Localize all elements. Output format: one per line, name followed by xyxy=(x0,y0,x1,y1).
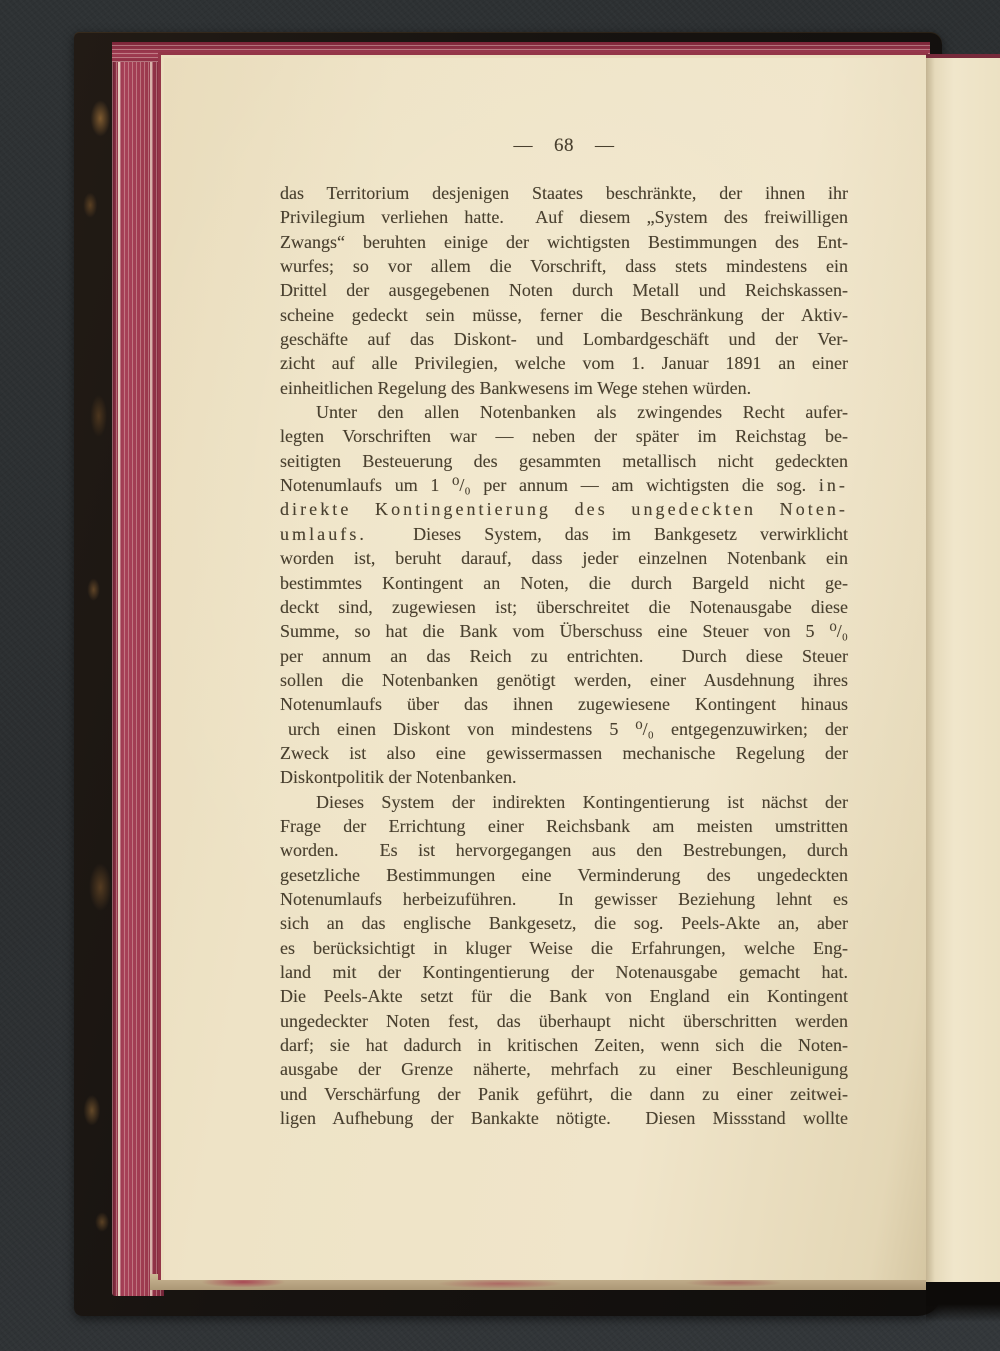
text-line: Zweck ist also eine gewissermassen mechanische Regelung der xyxy=(280,742,848,763)
text-line: scheine gedeckt sein müsse, ferner die Beschränkung der Aktiv- xyxy=(280,304,848,325)
book-shadow xyxy=(926,1282,1000,1322)
facing-page-edge xyxy=(926,54,1000,1288)
page-number: — 68 — xyxy=(513,135,615,156)
text-line: das Territorium desjenigen Staates beschränkte, der ihnen ihr xyxy=(280,183,848,203)
text-line: Dieses System der indirekten Kontingentierung ist nächst der xyxy=(316,791,848,812)
text-line: deckt sind, zugewiesen ist; überschreitet die Notenausgabe diese xyxy=(280,596,848,617)
text-line: per annum an das Reich zu entrichten. Durch diese Steuer xyxy=(280,645,848,666)
text-line: seitigten Besteuerung des gesammten metallisch nicht gedeckten xyxy=(280,450,848,471)
text-line: umlaufs. Dieses System, das im Bankgesetz verwirklicht xyxy=(280,523,848,544)
text-line: legten Vorschriften war — neben der später im Reichstag be- xyxy=(280,426,848,447)
text-line: worden ist, beruht darauf, dass jeder einzelnen Notenbank ein xyxy=(280,548,848,569)
text-line: direkte Kontingentierung des ungedeckten Noten- xyxy=(280,499,848,520)
text-line: bestimmtes Kontingent an Noten, die durch Bargeld nicht ge- xyxy=(280,572,848,593)
text-line: Privilegium verliehen hatte. Auf diesem „System des freiwilligen xyxy=(280,207,848,228)
text-line: Zwangs“ beruhten einige der wichtigsten Bestimmungen des Ent- xyxy=(280,231,848,252)
text-line: urch einen Diskont von mindestens 5 ⁰/₀ entgegenzuwirken; der xyxy=(288,718,848,739)
text-line: Summe, so hat die Bank vom Überschuss eine Steuer von 5 ⁰/₀ xyxy=(280,621,848,642)
text-line: Drittel der ausgegebenen Noten durch Metall und Reichskassen- xyxy=(280,280,848,301)
text-line: zicht auf alle Privilegien, welche vom 1. Januar 1891 an einer xyxy=(280,353,848,374)
page-edges-left xyxy=(112,42,164,1296)
text-line: Unter den allen Notenbanken als zwingendes Recht aufer- xyxy=(316,402,848,423)
page-surface xyxy=(164,58,928,1280)
body-text xyxy=(280,181,848,1130)
text-line: land mit der Kontingentierung der Notenausgabe gemacht hat. xyxy=(280,962,848,982)
text-line: geschäfte auf das Diskont- und Lombardgeschäft und der Ver- xyxy=(280,329,848,350)
cover-worn-edge xyxy=(80,44,114,1284)
text-line: ungedeckter Noten fest, das überhaupt nicht überschritten werden xyxy=(280,1010,848,1031)
text-line: Notenumlaufs über das ihnen zugewiesene Kontingent hinaus xyxy=(280,694,848,715)
text-line: Notenumlaufs um 1 ⁰/₀ per annum — am wichtigsten die sog. in- xyxy=(280,475,848,496)
text-line: einheitlichen Regelung des Bankwesens im Wege stehen würden. xyxy=(280,377,752,398)
text-line: ausgabe der Grenze näherte, mehrfach zu einer Beschleunigung xyxy=(280,1059,848,1080)
text-line: wurfes; so vor allem die Vorschrift, dass stets mindestens ein xyxy=(280,256,848,277)
text-line: Diskontpolitik der Notenbanken. xyxy=(280,767,517,788)
text-line: Frage der Errichtung einer Reichsbank am meisten umstritten xyxy=(280,815,848,836)
text-line: darf; sie hat dadurch in kritischen Zeiten, wenn sich die Noten- xyxy=(280,1035,848,1056)
text-line: sollen die Notenbanken genötigt werden, einer Ausdehnung ihres xyxy=(280,669,848,690)
text-column xyxy=(280,134,848,1130)
text-line: Notenumlaufs herbeizuführen. In gewisser Beziehung lehnt es xyxy=(280,888,848,909)
text-line: Die Peels-Akte setzt für die Bank von England ein Kontingent xyxy=(280,986,848,1007)
text-line: gesetzliche Bestimmungen eine Verminderung des ungedeckten xyxy=(280,864,848,885)
text-line: es berücksichtigt in kluger Weise die Erfahrungen, welche Eng- xyxy=(280,937,848,958)
text-line: sich an das englische Bankgesetz, die sog. Peels-Akte an, aber xyxy=(280,913,848,934)
text-line: worden. Es ist hervorgegangen aus den Bestrebungen, durch xyxy=(280,840,848,861)
text-line: und Verschärfung der Panik geführt, die dann zu einer zeitwei- xyxy=(280,1083,848,1104)
text-line: ligen Aufhebung der Bankakte nötigte. Diesen Missstand wollte xyxy=(280,1108,848,1129)
